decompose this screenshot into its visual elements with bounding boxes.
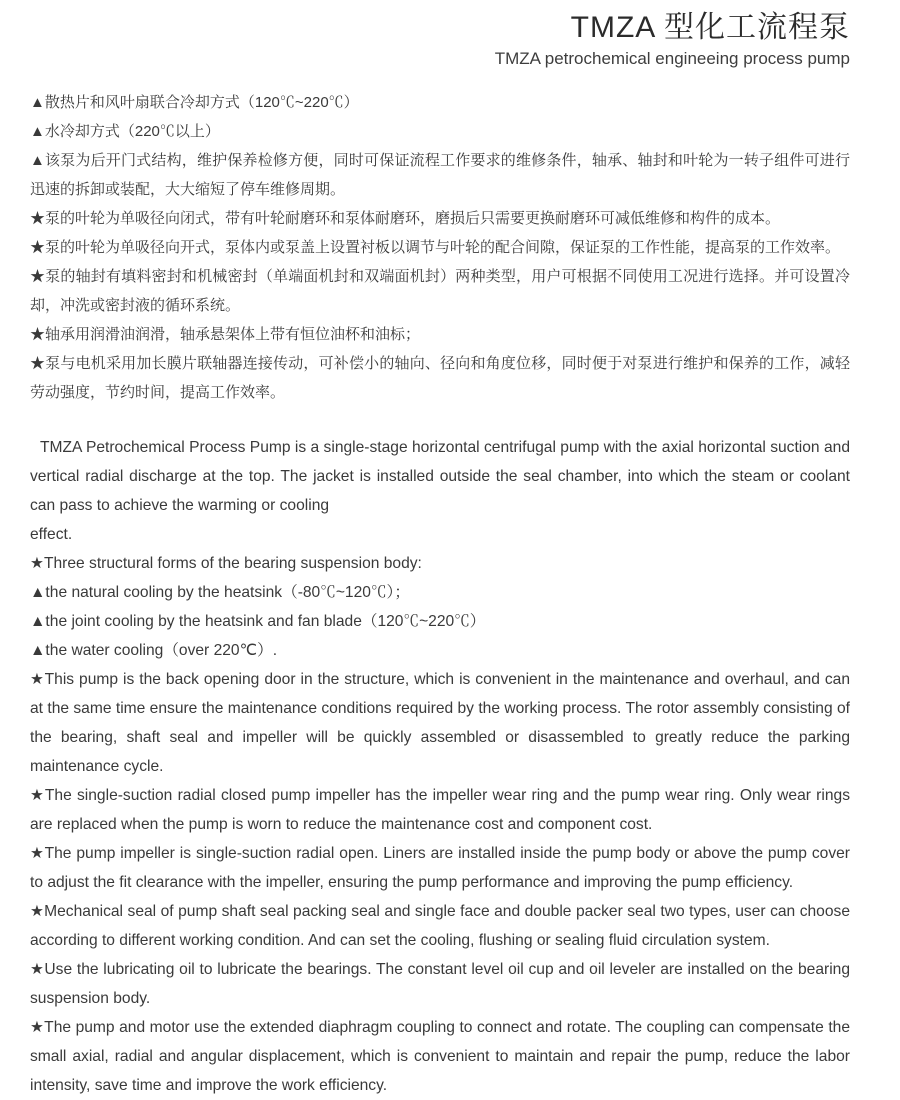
en-feature-mechanical-seal: ★Mechanical seal of pump shaft seal packing seal and single face and double packer seal two types, user can choose according to different working condition. And can set the cooling, flushing or sealing fluid circulation system. <box>30 903 850 949</box>
cn-feature-shaft-seal: ★泵的轴封有填料密封和机械密封（单端面机封和双端面机封）两种类型，用户可根据不同使用工况进行选择。并可设置冷却，冲洗或密封液的循环系统。 <box>30 268 850 314</box>
en-feature-water-cooling: ▲the water cooling（over 220℃）. <box>30 642 278 659</box>
cn-feature-back-door-structure: ▲该泵为后开门式结构，维护保养检修方便，同时可保证流程工作要求的维修条件，轴承、轴封和叶轮为一转子组件可进行迅速的拆卸或装配，大大缩短了停车维修周期。 <box>30 152 850 198</box>
chinese-features-section <box>30 88 850 407</box>
cn-feature-open-impeller: ★泵的叶轮为单吸径向开式，泵体内或泵盖上设置衬板以调节与叶轮的配合间隙，保证泵的工作性能，提高泵的工作效率。 <box>30 239 841 256</box>
cn-feature-water-cooling: ▲水冷却方式（220℃以上） <box>30 123 220 140</box>
cn-feature-coupling: ★泵与电机采用加长膜片联轴器连接传动，可补偿小的轴向、径向和角度位移，同时便于对泵进行维护和保养的工作，减轻劳动强度，节约时间，提高工作效率。 <box>30 355 850 401</box>
en-feature-diaphragm-coupling: ★The pump and motor use the extended diaphragm coupling to connect and rotate. The coupling can compensate the small axial, radial and angular displacement, which is convenient to maintain and repair the pump, reduce the labor intensity, save time and improve the work efficiency. <box>30 1019 850 1094</box>
cn-feature-closed-impeller: ★泵的叶轮为单吸径向闭式，带有叶轮耐磨环和泵体耐磨环，磨损后只需要更换耐磨环可减低维修和构件的成本。 <box>30 210 781 227</box>
page-title: TMZA 型化工流程泵 <box>570 11 850 44</box>
page-header <box>30 10 850 70</box>
page-subtitle: TMZA petrochemical engineeing process pump <box>494 49 850 68</box>
en-feature-open-impeller: ★The pump impeller is single-suction radial open. Liners are installed inside the pump body or above the pump cover to adjust the fit clearance with the impeller, ensuring the pump performance and improving the pump efficiency. <box>30 845 850 891</box>
english-features-section <box>30 433 850 1100</box>
cn-feature-cooling-fin: ▲散热片和风叶扇联合冷却方式（120℃~220℃） <box>30 94 359 111</box>
en-feature-joint-cooling: ▲the joint cooling by the heatsink and fan blade（120℃~220℃） <box>30 613 486 630</box>
en-intro-paragraph: TMZA Petrochemical Process Pump is a single-stage horizontal centrifugal pump with the axial horizontal suction and vertical radial discharge at the top. The jacket is installed outside the seal chamber, into which the steam or coolant can pass to achieve the warming or cooling <box>30 439 850 514</box>
en-intro-effect: effect. <box>30 526 73 543</box>
en-feature-closed-impeller: ★The single-suction radial closed pump impeller has the impeller wear ring and the pump wear ring. Only wear rings are replaced when the pump is worn to reduce the maintenance cost and component cost. <box>30 787 850 833</box>
en-feature-natural-cooling: ▲the natural cooling by the heatsink（-80℃~120℃）； <box>30 584 410 601</box>
en-feature-structural-forms: ★Three structural forms of the bearing suspension body: <box>30 555 422 572</box>
en-feature-lubricating-oil: ★Use the lubricating oil to lubricate the bearings. The constant level oil cup and oil leveler are installed on the bearing suspension body. <box>30 961 850 1007</box>
en-feature-back-opening-door: ★This pump is the back opening door in the structure, which is convenient in the maintenance and overhaul, and can at the same time ensure the maintenance conditions required by the working process. The rotor assembly consisting of the bearing, shaft seal and impeller will be quickly assembled or disassembled to greatly reduce the parking maintenance cycle. <box>30 671 850 775</box>
cn-feature-bearing-lubrication: ★轴承用润滑油润滑，轴承悬架体上带有恒位油杯和油标； <box>30 326 421 343</box>
